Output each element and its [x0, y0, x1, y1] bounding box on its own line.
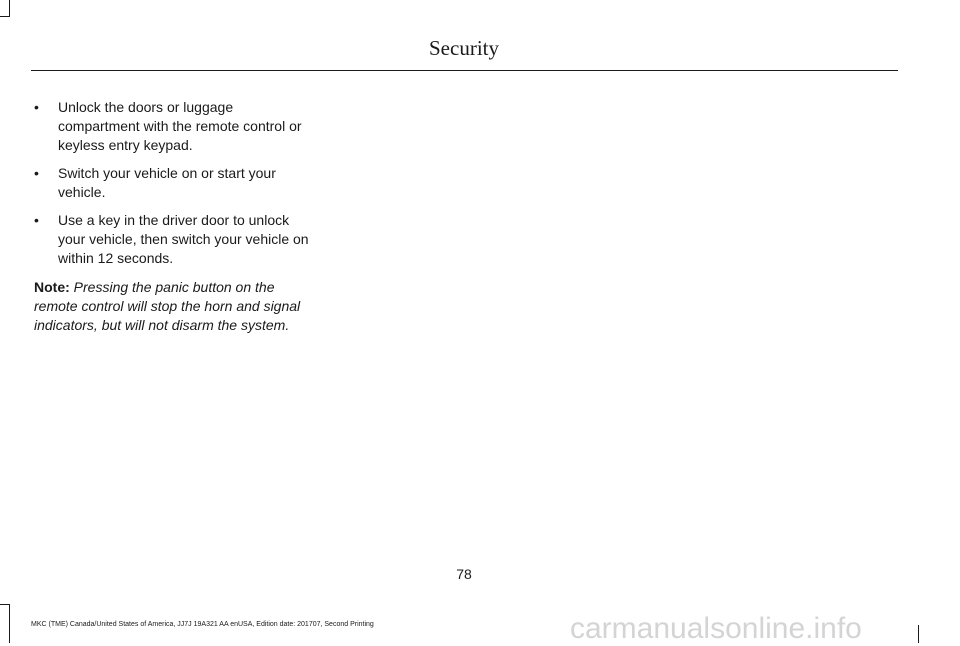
list-item [34, 98, 309, 155]
bullet-icon: • [34, 165, 39, 181]
crop-mark-top-left-vertical [9, 0, 10, 16]
note-text: Pressing the panic button on the remote control will stop the horn and signal indicators, but will not disarm the system. [34, 279, 301, 333]
page-title: Security [429, 36, 499, 60]
list-item-text: Use a key in the driver door to unlock your vehicle, then switch your vehicle on within 12 seconds. [58, 212, 309, 266]
list-item-text: Unlock the doors or luggage compartment with the remote control or keyless entry keypad. [58, 99, 302, 153]
bullet-list [34, 98, 309, 268]
crop-mark-bottom-left-vertical [9, 604, 10, 643]
crop-mark-top-left-horizontal [0, 16, 10, 17]
header-divider [31, 70, 898, 71]
page-number: 78 [456, 566, 472, 582]
list-item-text: Switch your vehicle on or start your vehicle. [58, 165, 276, 200]
list-item [34, 211, 309, 268]
bullet-icon: • [34, 99, 39, 115]
watermark: carmanualsonline.info [570, 612, 862, 645]
edition-footer: MKC (TME) Canada/United States of America, JJ7J 19A321 AA enUSA, Edition date: 201707, Second Printing [31, 621, 374, 628]
note-label: Note: [34, 279, 70, 295]
list-item [34, 164, 309, 202]
crop-mark-bottom-right-vertical [918, 625, 919, 643]
note-paragraph [34, 277, 309, 335]
bullet-icon: • [34, 212, 39, 228]
main-content [34, 98, 309, 335]
